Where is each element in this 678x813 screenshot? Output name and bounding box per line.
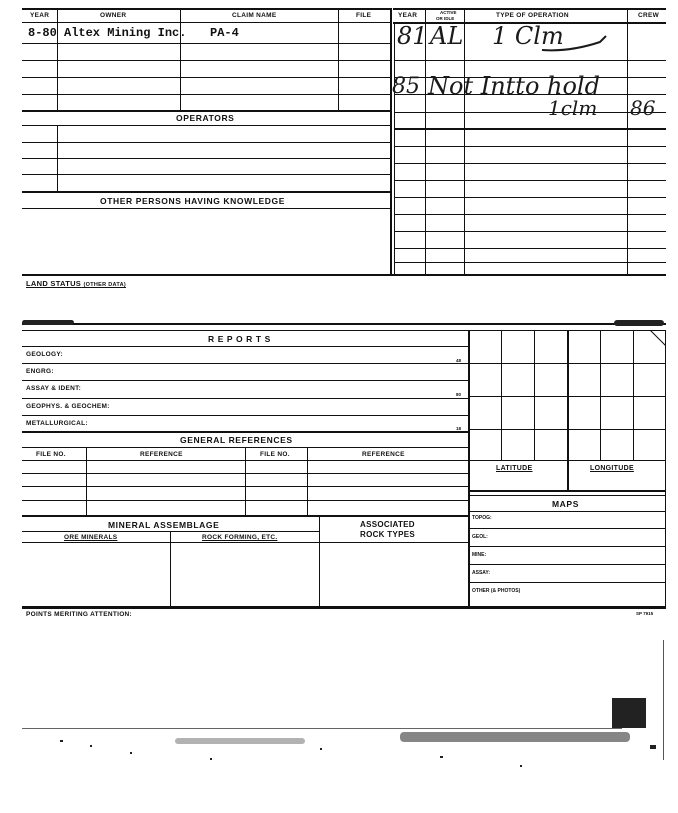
section-operators: OPERATORS (176, 113, 235, 123)
latitude-label: LATITUDE (496, 465, 533, 472)
report-label: ASSAY & IDENT: (26, 385, 82, 392)
ref-header-file-no-1: FILE NO. (36, 451, 66, 458)
header-owner: OWNER (100, 12, 127, 19)
maps-row-topog: TOPOG: (472, 515, 492, 521)
longitude-label: LONGITUDE (590, 465, 634, 472)
corner-diagonal (650, 330, 666, 348)
hand-operation-2a: Not Intto hold (428, 72, 600, 100)
section-reports: R E P O R T S (208, 334, 271, 344)
report-label: METALLURGICAL: (26, 420, 88, 427)
header-claim-name: CLAIM NAME (232, 12, 277, 19)
hand-year-2: 85 (392, 74, 420, 99)
header-year: YEAR (30, 12, 50, 19)
report-code: 48 (456, 358, 462, 363)
section-general-references: GENERAL REFERENCES (180, 435, 293, 445)
land-status-label: LAND STATUS (26, 279, 82, 288)
hand-active-1: AL (430, 22, 464, 50)
form-number: SP 7915 (636, 611, 654, 616)
header-active-line1: ACTIVE (440, 10, 457, 15)
owner-entry-owner: Altex Mining Inc. (64, 26, 187, 40)
header-crew: CREW (638, 12, 660, 19)
ref-header-reference-2: REFERENCE (362, 451, 405, 458)
land-status (26, 279, 126, 288)
hand-crew-2: 86 (630, 96, 656, 120)
hand-year-1: 81 (397, 22, 428, 50)
section-maps: MAPS (552, 499, 579, 509)
owner-entry-year: 8-80 (28, 26, 57, 40)
maps-row-other: OTHER (& PHOTOS) (472, 588, 521, 594)
ore-minerals-header: ORE MINERALS (64, 534, 118, 541)
hand-underline-1 (540, 34, 610, 54)
section-associated-rock-types-1: ASSOCIATED (360, 520, 415, 529)
header-active-line2: OR IDLE (436, 16, 455, 21)
section-associated-rock-types-2: ROCK TYPES (360, 530, 416, 539)
report-code: 18 (456, 426, 462, 431)
hand-operation-1: 1 Clm (492, 22, 564, 50)
section-other-persons: OTHER PERSONS HAVING KNOWLEDGE (100, 196, 286, 206)
maps-row-geol: GEOL: (472, 534, 488, 540)
points-meriting-attention: POINTS MERITING ATTENTION: (26, 611, 133, 618)
land-status-sub: (OTHER DATA) (83, 282, 126, 288)
rock-forming-header: ROCK FORMING, ETC. (202, 534, 278, 541)
hand-operation-2b: 1clm (548, 96, 598, 120)
maps-row-assay: ASSAY: (472, 570, 491, 576)
report-code: 80 (456, 392, 462, 397)
ref-header-file-no-2: FILE NO. (260, 451, 290, 458)
header-type-of-operation: TYPE OF OPERATION (496, 12, 569, 19)
owner-entry-claim-name: PA-4 (210, 26, 239, 40)
header-year-right: YEAR (398, 12, 418, 19)
ref-header-reference-1: REFERENCE (140, 451, 183, 458)
header-file: FILE (356, 12, 372, 19)
section-mineral-assemblage: MINERAL ASSEMBLAGE (108, 520, 220, 530)
report-label: GEOPHYS. & GEOCHEM: (26, 403, 110, 410)
report-label: ENGRG: (26, 368, 54, 375)
maps-row-mine: MINE: (472, 552, 487, 558)
report-label: GEOLOGY: (26, 351, 63, 358)
